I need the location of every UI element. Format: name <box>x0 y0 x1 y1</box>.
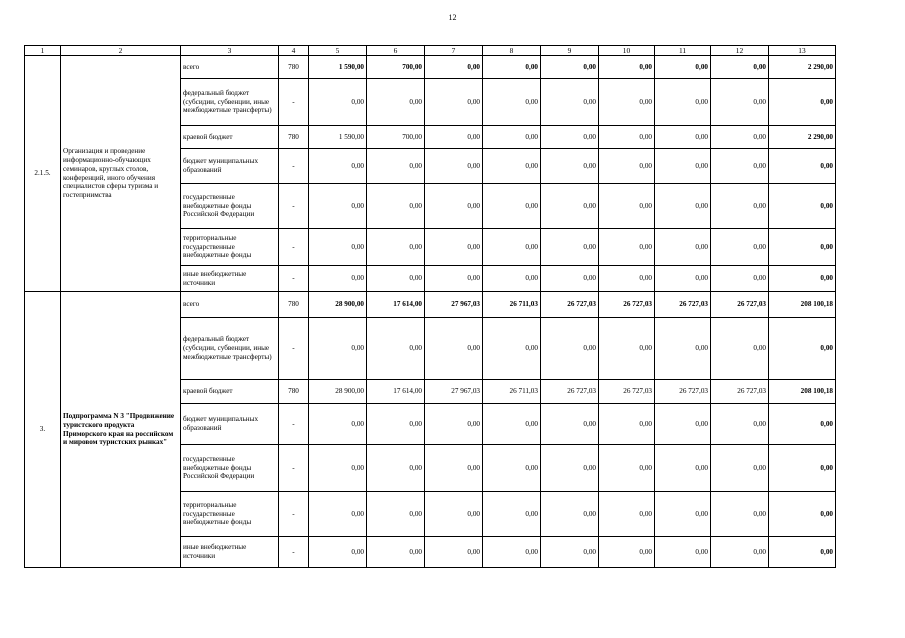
grbs-code: - <box>279 445 309 492</box>
year-value: 0,00 <box>425 149 483 184</box>
funding-source: территориальные государственные внебюджетные фонды <box>181 492 279 537</box>
year-value: 26 727,03 <box>655 380 711 404</box>
year-value: 26 711,03 <box>483 380 541 404</box>
column-number: 2 <box>61 46 181 56</box>
funding-source: федеральный бюджет (субсидии, субвенции, иные межбюджетные трансферты) <box>181 318 279 380</box>
year-value: 0,00 <box>655 492 711 537</box>
year-value: 0,00 <box>425 229 483 266</box>
funding-source: краевой бюджет <box>181 126 279 149</box>
year-value: 0,00 <box>599 149 655 184</box>
year-value: 0,00 <box>655 318 711 380</box>
table-row <box>25 56 836 79</box>
year-value: 0,00 <box>483 492 541 537</box>
year-value: 0,00 <box>655 404 711 445</box>
year-value: 0,00 <box>599 56 655 79</box>
year-value: 0,00 <box>655 266 711 292</box>
total-value: 2 290,00 <box>769 56 836 79</box>
year-value: 0,00 <box>599 184 655 229</box>
column-number: 12 <box>711 46 769 56</box>
funding-source: государственные внебюджетные фонды Российской Федерации <box>181 445 279 492</box>
year-value: 0,00 <box>541 537 599 568</box>
year-value: 0,00 <box>599 318 655 380</box>
funding-source: бюджет муниципальных образований <box>181 404 279 445</box>
year-value: 17 614,00 <box>367 292 425 318</box>
year-value: 0,00 <box>655 229 711 266</box>
grbs-code: - <box>279 149 309 184</box>
year-value: 0,00 <box>309 184 367 229</box>
funding-source: всего <box>181 292 279 318</box>
year-value: 0,00 <box>367 404 425 445</box>
year-value: 0,00 <box>541 149 599 184</box>
year-value: 0,00 <box>541 184 599 229</box>
year-value: 0,00 <box>483 126 541 149</box>
funding-source: территориальные государственные внебюджетные фонды <box>181 229 279 266</box>
funding-source: всего <box>181 56 279 79</box>
total-value: 208 100,18 <box>769 380 836 404</box>
grbs-code: - <box>279 537 309 568</box>
total-value: 0,00 <box>769 318 836 380</box>
row-index: 3. <box>25 292 61 568</box>
year-value: 0,00 <box>425 126 483 149</box>
year-value: 0,00 <box>711 404 769 445</box>
year-value: 0,00 <box>541 404 599 445</box>
year-value: 0,00 <box>367 184 425 229</box>
year-value: 26 727,03 <box>541 292 599 318</box>
funding-source: краевой бюджет <box>181 380 279 404</box>
year-value: 26 727,03 <box>711 292 769 318</box>
year-value: 26 711,03 <box>483 292 541 318</box>
grbs-code: - <box>279 492 309 537</box>
year-value: 0,00 <box>711 318 769 380</box>
activity-name: Подпрограмма N 3 "Продвижение туристского продукта Приморского края на российском и мировом туристских рынках" <box>61 292 181 568</box>
year-value: 0,00 <box>425 56 483 79</box>
year-value: 1 590,00 <box>309 56 367 79</box>
total-value: 0,00 <box>769 149 836 184</box>
year-value: 0,00 <box>599 537 655 568</box>
table-row <box>25 292 836 318</box>
row-index: 2.1.5. <box>25 56 61 292</box>
year-value: 0,00 <box>483 537 541 568</box>
year-value: 0,00 <box>309 79 367 126</box>
grbs-code: 780 <box>279 380 309 404</box>
year-value: 0,00 <box>367 445 425 492</box>
column-number: 11 <box>655 46 711 56</box>
year-value: 0,00 <box>367 318 425 380</box>
year-value: 0,00 <box>367 492 425 537</box>
year-value: 27 967,03 <box>425 380 483 404</box>
year-value: 0,00 <box>599 404 655 445</box>
grbs-code: - <box>279 184 309 229</box>
year-value: 26 727,03 <box>541 380 599 404</box>
year-value: 0,00 <box>367 537 425 568</box>
column-number: 9 <box>541 46 599 56</box>
year-value: 0,00 <box>425 492 483 537</box>
year-value: 0,00 <box>541 126 599 149</box>
column-number: 4 <box>279 46 309 56</box>
year-value: 17 614,00 <box>367 380 425 404</box>
year-value: 0,00 <box>599 266 655 292</box>
year-value: 0,00 <box>541 318 599 380</box>
funding-source: иные внебюджетные источники <box>181 537 279 568</box>
year-value: 0,00 <box>483 445 541 492</box>
year-value: 0,00 <box>425 445 483 492</box>
year-value: 0,00 <box>541 266 599 292</box>
total-value: 0,00 <box>769 229 836 266</box>
year-value: 0,00 <box>711 445 769 492</box>
year-value: 0,00 <box>541 445 599 492</box>
year-value: 0,00 <box>655 537 711 568</box>
funding-source: иные внебюджетные источники <box>181 266 279 292</box>
year-value: 0,00 <box>655 79 711 126</box>
grbs-code: - <box>279 266 309 292</box>
year-value: 0,00 <box>483 318 541 380</box>
column-number: 3 <box>181 46 279 56</box>
year-value: 0,00 <box>711 184 769 229</box>
column-number: 1 <box>25 46 61 56</box>
year-value: 26 727,03 <box>655 292 711 318</box>
year-value: 0,00 <box>483 184 541 229</box>
year-value: 0,00 <box>425 184 483 229</box>
year-value: 0,00 <box>599 79 655 126</box>
grbs-code: - <box>279 318 309 380</box>
column-number: 13 <box>769 46 836 56</box>
year-value: 0,00 <box>711 56 769 79</box>
year-value: 0,00 <box>541 492 599 537</box>
grbs-code: 780 <box>279 126 309 149</box>
budget-table <box>24 45 836 568</box>
year-value: 0,00 <box>483 56 541 79</box>
activity-name: Организация и проведение информационно-обучающих семинаров, круглых столов, конференций, иного обучения специалистов сферы туризма и гостеприимства <box>61 56 181 292</box>
year-value: 700,00 <box>367 56 425 79</box>
year-value: 0,00 <box>309 492 367 537</box>
grbs-code: 780 <box>279 292 309 318</box>
year-value: 700,00 <box>367 126 425 149</box>
column-number: 8 <box>483 46 541 56</box>
year-value: 0,00 <box>599 445 655 492</box>
funding-source: государственные внебюджетные фонды Российской Федерации <box>181 184 279 229</box>
grbs-code: - <box>279 229 309 266</box>
year-value: 0,00 <box>425 79 483 126</box>
year-value: 0,00 <box>599 229 655 266</box>
year-value: 0,00 <box>655 184 711 229</box>
total-value: 0,00 <box>769 537 836 568</box>
year-value: 0,00 <box>541 229 599 266</box>
year-value: 0,00 <box>711 149 769 184</box>
total-value: 0,00 <box>769 445 836 492</box>
column-number: 5 <box>309 46 367 56</box>
year-value: 0,00 <box>309 537 367 568</box>
year-value: 0,00 <box>483 229 541 266</box>
year-value: 0,00 <box>309 445 367 492</box>
funding-source: бюджет муниципальных образований <box>181 149 279 184</box>
year-value: 0,00 <box>655 56 711 79</box>
year-value: 0,00 <box>711 266 769 292</box>
total-value: 0,00 <box>769 184 836 229</box>
year-value: 0,00 <box>541 56 599 79</box>
year-value: 0,00 <box>425 318 483 380</box>
grbs-code: - <box>279 404 309 445</box>
year-value: 0,00 <box>655 126 711 149</box>
year-value: 0,00 <box>425 404 483 445</box>
column-number: 6 <box>367 46 425 56</box>
total-value: 0,00 <box>769 404 836 445</box>
year-value: 1 590,00 <box>309 126 367 149</box>
year-value: 0,00 <box>711 229 769 266</box>
year-value: 0,00 <box>367 266 425 292</box>
year-value: 0,00 <box>309 149 367 184</box>
year-value: 0,00 <box>711 537 769 568</box>
year-value: 0,00 <box>599 126 655 149</box>
year-value: 0,00 <box>655 445 711 492</box>
year-value: 0,00 <box>483 149 541 184</box>
year-value: 0,00 <box>655 149 711 184</box>
year-value: 26 727,03 <box>599 380 655 404</box>
year-value: 0,00 <box>367 149 425 184</box>
year-value: 0,00 <box>711 79 769 126</box>
year-value: 0,00 <box>309 229 367 266</box>
year-value: 26 727,03 <box>711 380 769 404</box>
year-value: 0,00 <box>483 79 541 126</box>
year-value: 0,00 <box>425 266 483 292</box>
year-value: 26 727,03 <box>599 292 655 318</box>
year-value: 0,00 <box>483 404 541 445</box>
year-value: 28 900,00 <box>309 292 367 318</box>
year-value: 0,00 <box>309 318 367 380</box>
total-value: 0,00 <box>769 266 836 292</box>
year-value: 0,00 <box>711 126 769 149</box>
year-value: 0,00 <box>599 492 655 537</box>
year-value: 0,00 <box>367 79 425 126</box>
year-value: 0,00 <box>483 266 541 292</box>
page-number: 12 <box>448 13 457 22</box>
year-value: 0,00 <box>711 492 769 537</box>
year-value: 28 900,00 <box>309 380 367 404</box>
total-value: 0,00 <box>769 79 836 126</box>
total-value: 208 100,18 <box>769 292 836 318</box>
column-number-header <box>25 46 836 56</box>
year-value: 0,00 <box>425 537 483 568</box>
year-value: 0,00 <box>541 79 599 126</box>
grbs-code: 780 <box>279 56 309 79</box>
year-value: 0,00 <box>309 404 367 445</box>
column-number: 10 <box>599 46 655 56</box>
year-value: 27 967,03 <box>425 292 483 318</box>
grbs-code: - <box>279 79 309 126</box>
total-value: 2 290,00 <box>769 126 836 149</box>
column-number: 7 <box>425 46 483 56</box>
total-value: 0,00 <box>769 492 836 537</box>
year-value: 0,00 <box>309 266 367 292</box>
funding-source: федеральный бюджет (субсидии, субвенции, иные межбюджетные трансферты) <box>181 79 279 126</box>
year-value: 0,00 <box>367 229 425 266</box>
